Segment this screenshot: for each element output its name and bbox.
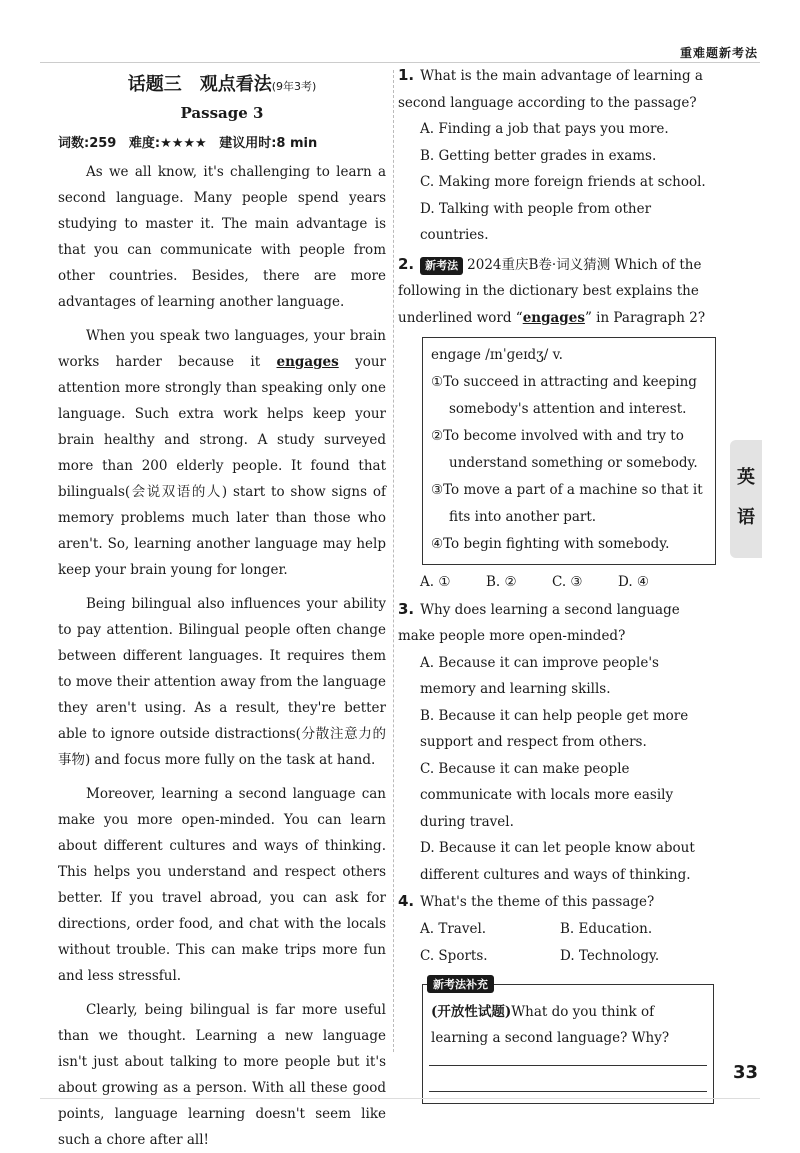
supplement-prompt xyxy=(423,985,713,1051)
choice-a[interactable]: A. ① xyxy=(420,574,451,590)
dictionary-entry xyxy=(422,337,716,565)
side-tab-char: 语 xyxy=(737,507,755,528)
suggested-time: 建议用时:8 min xyxy=(219,136,318,151)
option-d[interactable]: D. Technology. xyxy=(560,947,660,964)
column-divider xyxy=(393,70,394,1052)
topic-title-text: 话题三 观点看法 xyxy=(127,74,272,95)
option-b[interactable]: B. Because it can help people get more support and respect from others. xyxy=(420,707,689,750)
paragraph-4: Moreover, learning a second language can make you more open-minded. You can learn about different cultures and ways of thinking. This helps you understand and respect others better. If you travel abroad, you can ask for directions, order food, and chat with the locals without trouble. This can make trips more fun and less stressful. xyxy=(58,786,386,984)
choice-d[interactable]: D. ④ xyxy=(618,574,650,590)
supplement-tag: 新考法补充 xyxy=(427,975,494,993)
option-c[interactable]: C. Making more foreign friends at school. xyxy=(420,174,706,190)
topic-title xyxy=(58,70,386,96)
paragraph-2-start: When you speak two languages, your brain works harder because it xyxy=(58,328,386,370)
sense-3: ③To move a part of a machine so that it fits into another part. xyxy=(431,482,703,525)
paragraph-3: Being bilingual also influences your ability to pay attention. Bilingual people often change between different languages. It requires them to move their attention away from the language they aren't using. As a result, they're better able to ignore outside distractions(分散注意力的事物) and focus more fully on the task at hand. xyxy=(58,596,387,768)
page-number: 33 xyxy=(732,1062,758,1083)
choice-b[interactable]: B. ② xyxy=(486,574,517,590)
sense-4: ④To begin fighting with somebody. xyxy=(431,536,670,552)
supplement-box xyxy=(422,977,714,1104)
supplement-label: (开放性试题) xyxy=(431,1003,512,1020)
option-a[interactable]: A. Travel. xyxy=(420,920,487,937)
option-a[interactable]: A. Because it can improve people's memory and learning skills. xyxy=(420,654,659,697)
dictionary-headword: engage /ɪnˈɡeɪdʒ/ v. xyxy=(431,347,563,363)
question-number: 1. xyxy=(398,66,415,84)
subject-side-tab xyxy=(730,440,762,558)
word-count: 词数:259 xyxy=(58,136,117,151)
option-b[interactable]: B. Getting better grades in exams. xyxy=(420,147,657,164)
question-number: 4. xyxy=(398,892,415,910)
answer-choices xyxy=(398,569,718,596)
underlined-word: engages xyxy=(276,354,339,370)
sense-2: ②To become involved with and try to understand something or somebody. xyxy=(431,428,698,471)
sense-1: ①To succeed in attracting and keeping somebody's attention and interest. xyxy=(431,374,697,417)
question-stem: 2024重庆B卷·词义猜测 Which of the following in the dictionary best explains the underlined word “ xyxy=(398,256,702,326)
passage-column xyxy=(58,70,386,1153)
new-format-badge: 新考法 xyxy=(420,257,463,275)
paragraph-2-end: your attention more strongly than speaking only one language. Such extra work helps keep your brain healthy and strong. A study surveyed more than 200 elderly people. It found that bilinguals(会说双语的人) start to show signs of memory problems much later than those who aren't. So, learning another language may help keep your brain young for longer. xyxy=(58,354,386,578)
paragraph-2 xyxy=(58,323,386,583)
option-b[interactable]: B. Education. xyxy=(560,920,653,937)
question-stem: What's the theme of this passage? xyxy=(420,894,655,910)
option-d[interactable]: D. Talking with people from other countries. xyxy=(420,200,652,243)
header-tag: 重难题新考法 xyxy=(679,46,758,60)
question-stem: What is the main advantage of learning a second language according to the passage? xyxy=(398,68,703,111)
question-1 xyxy=(398,62,718,116)
option-d[interactable]: D. Because it can let people know about different cultures and ways of thinking. xyxy=(420,840,695,883)
side-tab-char: 英 xyxy=(737,467,755,488)
question-3 xyxy=(398,596,718,650)
paragraph-1: As we all know, it's challenging to learn a second language. Many people spend years studying to master it. The main advantage is that you can communicate with people from other countries. Besides, there are more advantages of learning another language. xyxy=(58,164,386,310)
question-number: 2. xyxy=(398,254,415,273)
question-stem: Why does learning a second language make people more open-minded? xyxy=(398,601,680,644)
footer-divider xyxy=(40,1098,760,1099)
answer-choices xyxy=(398,916,718,970)
question-stem-end: ” in Paragraph 2? xyxy=(584,309,706,326)
answer-line[interactable] xyxy=(429,1065,707,1066)
underlined-word: engages xyxy=(522,309,585,326)
option-c[interactable]: C. Because it can make people communicate with locals more easily during travel. xyxy=(420,760,674,830)
option-c[interactable]: C. Sports. xyxy=(420,947,488,964)
passage-label: Passage 3 xyxy=(180,104,264,122)
topic-year: (9年3考) xyxy=(271,80,317,93)
difficulty: 难度:★★★★ xyxy=(128,136,207,151)
question-2 xyxy=(398,251,718,332)
answer-line[interactable] xyxy=(429,1091,707,1092)
choice-c[interactable]: C. ③ xyxy=(552,574,583,590)
option-a[interactable]: A. Finding a job that pays you more. xyxy=(420,121,669,137)
questions-column xyxy=(398,62,718,1104)
question-number: 3. xyxy=(398,599,415,618)
passage-meta xyxy=(58,132,386,151)
supplement-question: What do you think of learning a second language? Why? xyxy=(431,1003,670,1046)
paragraph-5: Clearly, being bilingual is far more useful than we thought. Learning a new language isn't just about talking to more people but it's about growing as a person. With all these good points, language learning doesn't seem like such a chore after all! xyxy=(58,1002,386,1148)
question-4 xyxy=(398,888,718,916)
